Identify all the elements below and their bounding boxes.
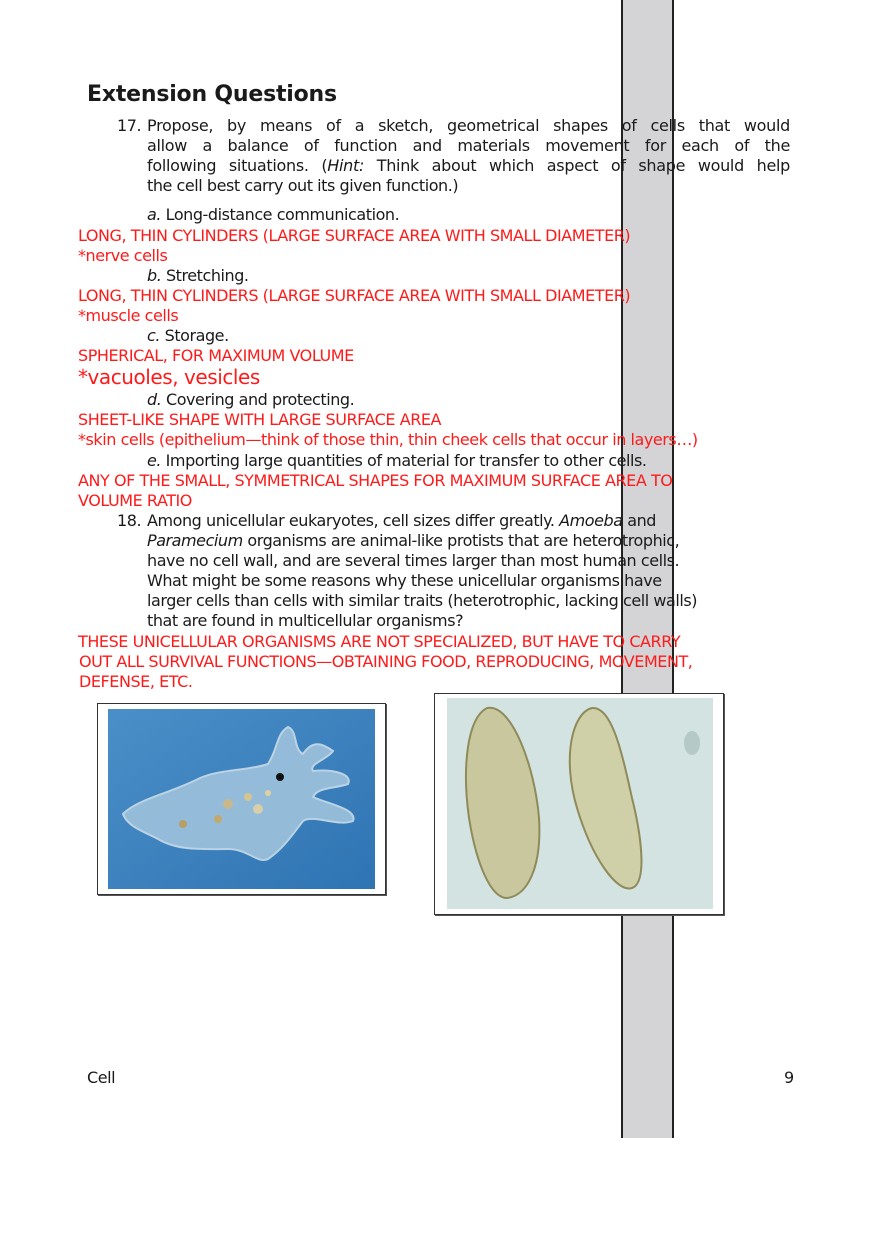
organism-name: Amoeba xyxy=(559,511,623,530)
answer-text: ANY OF THE SMALL, SYMMETRICAL SHAPES FOR MAXIMUM SURFACE AREA TO xyxy=(78,471,673,490)
sub-question xyxy=(147,451,647,471)
question-text xyxy=(147,511,656,531)
answer-text: SPHERICAL, FOR MAXIMUM VOLUME xyxy=(78,346,354,365)
question-text: allow a balance of function and materials movement for each of the xyxy=(147,136,790,155)
question-text xyxy=(147,531,679,551)
question-number: 17. xyxy=(117,116,142,135)
question-number: 18. xyxy=(117,511,142,530)
item-text: Covering and protecting. xyxy=(161,390,355,409)
answer-text: *muscle cells xyxy=(78,306,179,325)
sub-question xyxy=(147,326,229,346)
question-text xyxy=(147,156,790,176)
answer-text: LONG, THIN CYLINDERS (LARGE SURFACE AREA WITH SMALL DIAMETER) xyxy=(78,226,631,245)
section-heading: Extension Questions xyxy=(87,82,337,107)
hint-label: Hint: xyxy=(327,156,365,175)
item-text: Storage. xyxy=(159,326,229,345)
answer-text: *skin cells (epithelium—think of those thin, thin cheek cells that occur in layers…) xyxy=(78,430,698,449)
item-text: Stretching. xyxy=(161,266,249,285)
answer-text: VOLUME RATIO xyxy=(78,491,192,510)
footer-title: Cell xyxy=(87,1068,116,1087)
text: organisms are animal-like protists that are heterotrophic, xyxy=(242,531,680,550)
item-letter: a. xyxy=(147,205,161,224)
item-letter: b. xyxy=(147,266,162,285)
question-text: the cell best carry out its given function.) xyxy=(147,176,459,195)
text: following situations. ( xyxy=(147,156,328,175)
answer-text: SHEET-LIKE SHAPE WITH LARGE SURFACE AREA xyxy=(78,410,442,429)
item-text: Importing large quantities of material for transfer to other cells. xyxy=(161,451,647,470)
answer-text: OUT ALL SURVIVAL FUNCTIONS—OBTAINING FOOD, REPRODUCING, MOVEMENT, xyxy=(79,652,693,671)
text: Among unicellular eukaryotes, cell sizes differ greatly. xyxy=(147,511,560,530)
sub-question xyxy=(147,205,399,225)
answer-text: DEFENSE, ETC. xyxy=(79,672,193,691)
paramecium-image xyxy=(434,693,724,915)
question-text: that are found in multicellular organisms? xyxy=(147,611,464,630)
item-letter: c. xyxy=(147,326,160,345)
item-letter: e. xyxy=(147,451,162,470)
answer-text: THESE UNICELLULAR ORGANISMS ARE NOT SPECIALIZED, BUT HAVE TO CARRY xyxy=(78,632,681,651)
answer-text: *vacuoles, vesicles xyxy=(78,365,260,389)
text: and xyxy=(622,511,656,530)
paramecium-photo xyxy=(447,698,713,909)
sub-question xyxy=(147,266,249,286)
amoeba-image xyxy=(97,703,386,895)
answer-text: LONG, THIN CYLINDERS (LARGE SURFACE AREA WITH SMALL DIAMETER) xyxy=(78,286,631,305)
question-text: larger cells than cells with similar traits (heterotrophic, lacking cell walls) xyxy=(147,591,698,610)
question-text: What might be some reasons why these unicellular organisms have xyxy=(147,571,662,590)
amoeba-photo xyxy=(108,709,375,889)
question-text: have no cell wall, and are several times larger than most human cells. xyxy=(147,551,680,570)
organism-name: Paramecium xyxy=(147,531,243,550)
item-text: Long-distance communication. xyxy=(161,205,400,224)
question-text: Propose, by means of a sketch, geometrical shapes of cells that would xyxy=(147,116,790,135)
answer-text: *nerve cells xyxy=(78,246,168,265)
sub-question xyxy=(147,390,354,410)
item-letter: d. xyxy=(147,390,162,409)
text: Think about which aspect of shape would help xyxy=(364,156,790,175)
page-number: 9 xyxy=(784,1068,794,1087)
